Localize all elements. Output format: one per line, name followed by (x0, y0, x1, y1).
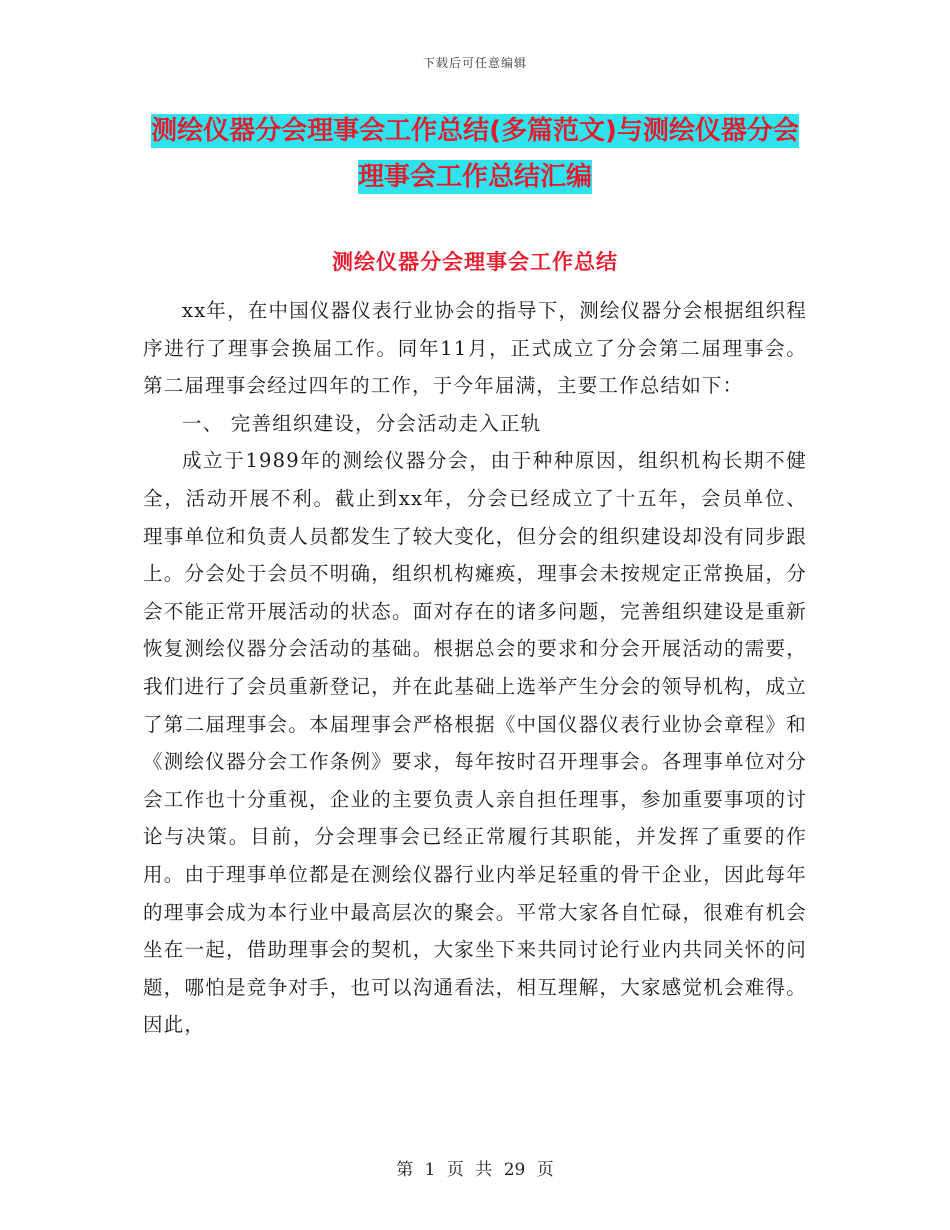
document-body (143, 292, 807, 1044)
page-number: 第 1 页 共 29 页 (396, 1160, 554, 1180)
body-paragraph-1: 成立于1989年的测绘仪器分会，由于种种原因，组织机构长期不健全，活动开展不利。截止到xx年，分会已经成立了十五年，会员单位、理事单位和负责人员都发生了较大变化，但分会的组织建设却没有同步跟上。分会处于会员不明确，组织机构瘫痪，理事会未按规定正常换届，分会不能正常开展活动的状态。面对存在的诸多问题，完善组织建设是重新恢复测绘仪器分会活动的基础。根据总会的要求和分会开展活动的需要，我们进行了会员重新登记，并在此基础上选举产生分会的领导机构，成立了第二届理事会。本届理事会严格根据《中国仪器仪表行业协会章程》和《测绘仪器分会工作条例》要求，每年按时召开理事会。各理事单位对分会工作也十分重视，企业的主要负责人亲自担任理事，参加重要事项的讨论与决策。目前，分会理事会已经正常履行其职能，并发挥了重要的作用。由于理事单位都是在测绘仪器行业内举足轻重的骨干企业，因此每年的理事会成为本行业中最高层次的聚会。平常大家各自忙碌，很难有机会坐在一起，借助理事会的契机，大家坐下来共同讨论行业内共同关怀的问题，哪怕是竞争对手，也可以沟通看法，相互理解，大家感觉机会难得。因此， (143, 449, 807, 1037)
page-header-note: 下载后可任意编辑 (422, 56, 527, 70)
body-heading-1: 一、 完善组织建设，分会活动走入正轨 (182, 411, 542, 435)
body-paragraph-intro: xx年，在中国仪器仪表行业协会的指导下，测绘仪器分会根据组织程序进行了理事会换届工作。同年11月，正式成立了分会第二届理事会。第二届理事会经过四年的工作，于今年届满，主要工作总结如下： (143, 299, 807, 398)
document-title (142, 108, 808, 200)
document-title-text: 测绘仪器分会理事会工作总结(多篇范文)与测绘仪器分会理事会工作总结汇编 (151, 116, 799, 192)
section-title: 测绘仪器分会理事会工作总结 (332, 250, 618, 274)
